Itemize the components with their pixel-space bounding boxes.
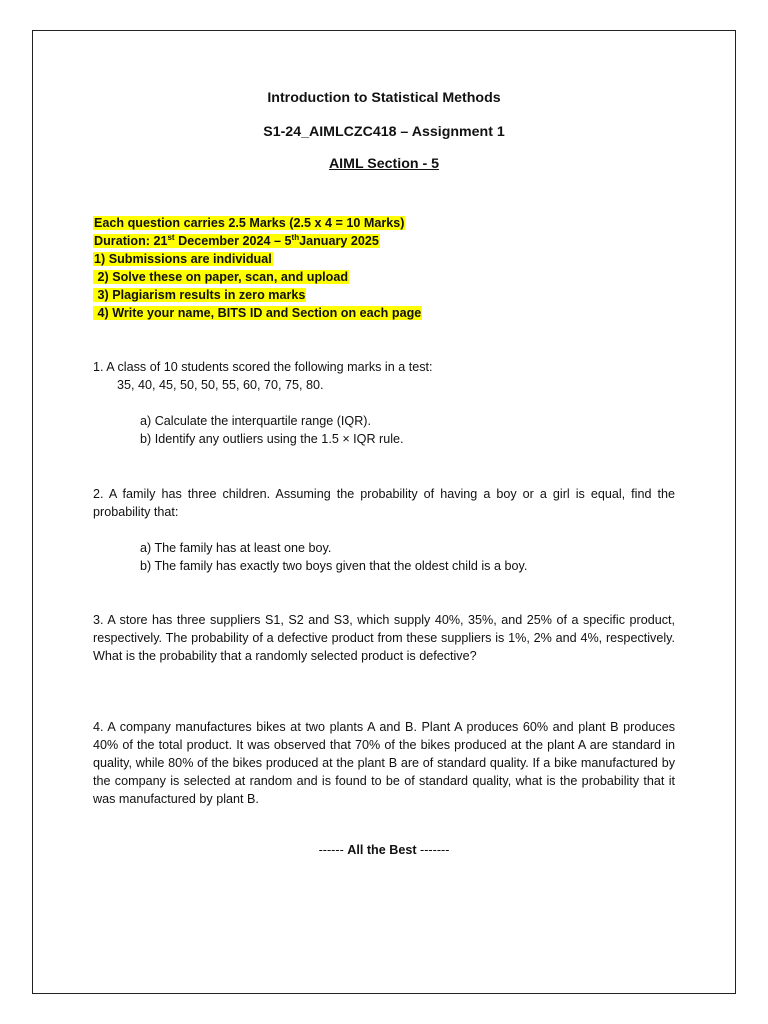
- rule-4: 4) Write your name, BITS ID and Section on each page: [94, 306, 422, 320]
- rule-3: 3) Plagiarism results in zero marks: [94, 288, 306, 302]
- duration-mid: December 2024 – 5: [174, 234, 292, 248]
- rule-line-1: [93, 250, 422, 268]
- rule-line-4: [93, 304, 422, 322]
- question-4: [93, 718, 675, 808]
- rule-line-2: [93, 268, 422, 286]
- duration-sup-end: th: [291, 232, 300, 242]
- rule-2: 2) Solve these on paper, scan, and upload: [94, 270, 349, 284]
- closing-line: [0, 843, 768, 857]
- course-title: Introduction to Statistical Methods: [267, 90, 501, 106]
- rule-line-3: [93, 286, 422, 304]
- closing-text: All the Best: [347, 843, 417, 857]
- instructions-block: [93, 214, 422, 322]
- question-3: [93, 611, 675, 665]
- marks-text: Each question carries 2.5 Marks (2.5 x 4 = 10 Marks): [94, 216, 405, 230]
- question-2-part-b: b) The family has exactly two boys given that the oldest child is a boy.: [140, 559, 528, 573]
- closing-dashes-right: -------: [416, 843, 450, 857]
- assignment-title: S1-24_AIMLCZC418 – Assignment 1: [263, 124, 505, 140]
- question-2-part-a: a) The family has at least one boy.: [140, 541, 332, 555]
- question-1-part-a: a) Calculate the interquartile range (IQR).: [140, 414, 371, 428]
- question-1: [93, 358, 675, 448]
- duration-sup-start: st: [167, 232, 175, 242]
- duration-text: [93, 234, 380, 248]
- question-4-stem: 4. A company manufactures bikes at two plants A and B. Plant A produces 60% and plant B produces 40% of the total product. It was observed that 70% of the bikes produced at the plant A are standard in quality, while 80% of the bikes produced at the plant B are of standard quality. If a bike manufactured by the company is selected at random and is found to be of standard quality, what is the probability that it was manufactured by plant B.: [93, 720, 675, 806]
- question-1-stem: 1. A class of 10 students scored the following marks in a test:: [93, 360, 433, 374]
- duration-suffix: January 2025: [299, 234, 379, 248]
- marks-line: [93, 214, 422, 232]
- section-title: AIML Section - 5: [328, 156, 440, 172]
- rule-1: 1) Submissions are individual: [94, 252, 272, 266]
- closing-dashes-left: ------: [318, 843, 348, 857]
- question-1-part-b: b) Identify any outliers using the 1.5 × IQR rule.: [140, 432, 404, 446]
- duration-line: [93, 232, 422, 250]
- duration-prefix: Duration: 21: [94, 234, 168, 248]
- question-2-stem: 2. A family has three children. Assuming the probability of having a boy or a girl is equal, find the probability that:: [93, 487, 675, 519]
- question-2: [93, 485, 675, 575]
- question-3-stem: 3. A store has three suppliers S1, S2 and S3, which supply 40%, 35%, and 25% of a specific product, respectively. The probability of a defective product from these suppliers is 1%, 2% and 4%, respectively. What is the probability that a randomly selected product is defective?: [93, 613, 675, 663]
- question-1-data: 35, 40, 45, 50, 50, 55, 60, 70, 75, 80.: [117, 378, 324, 392]
